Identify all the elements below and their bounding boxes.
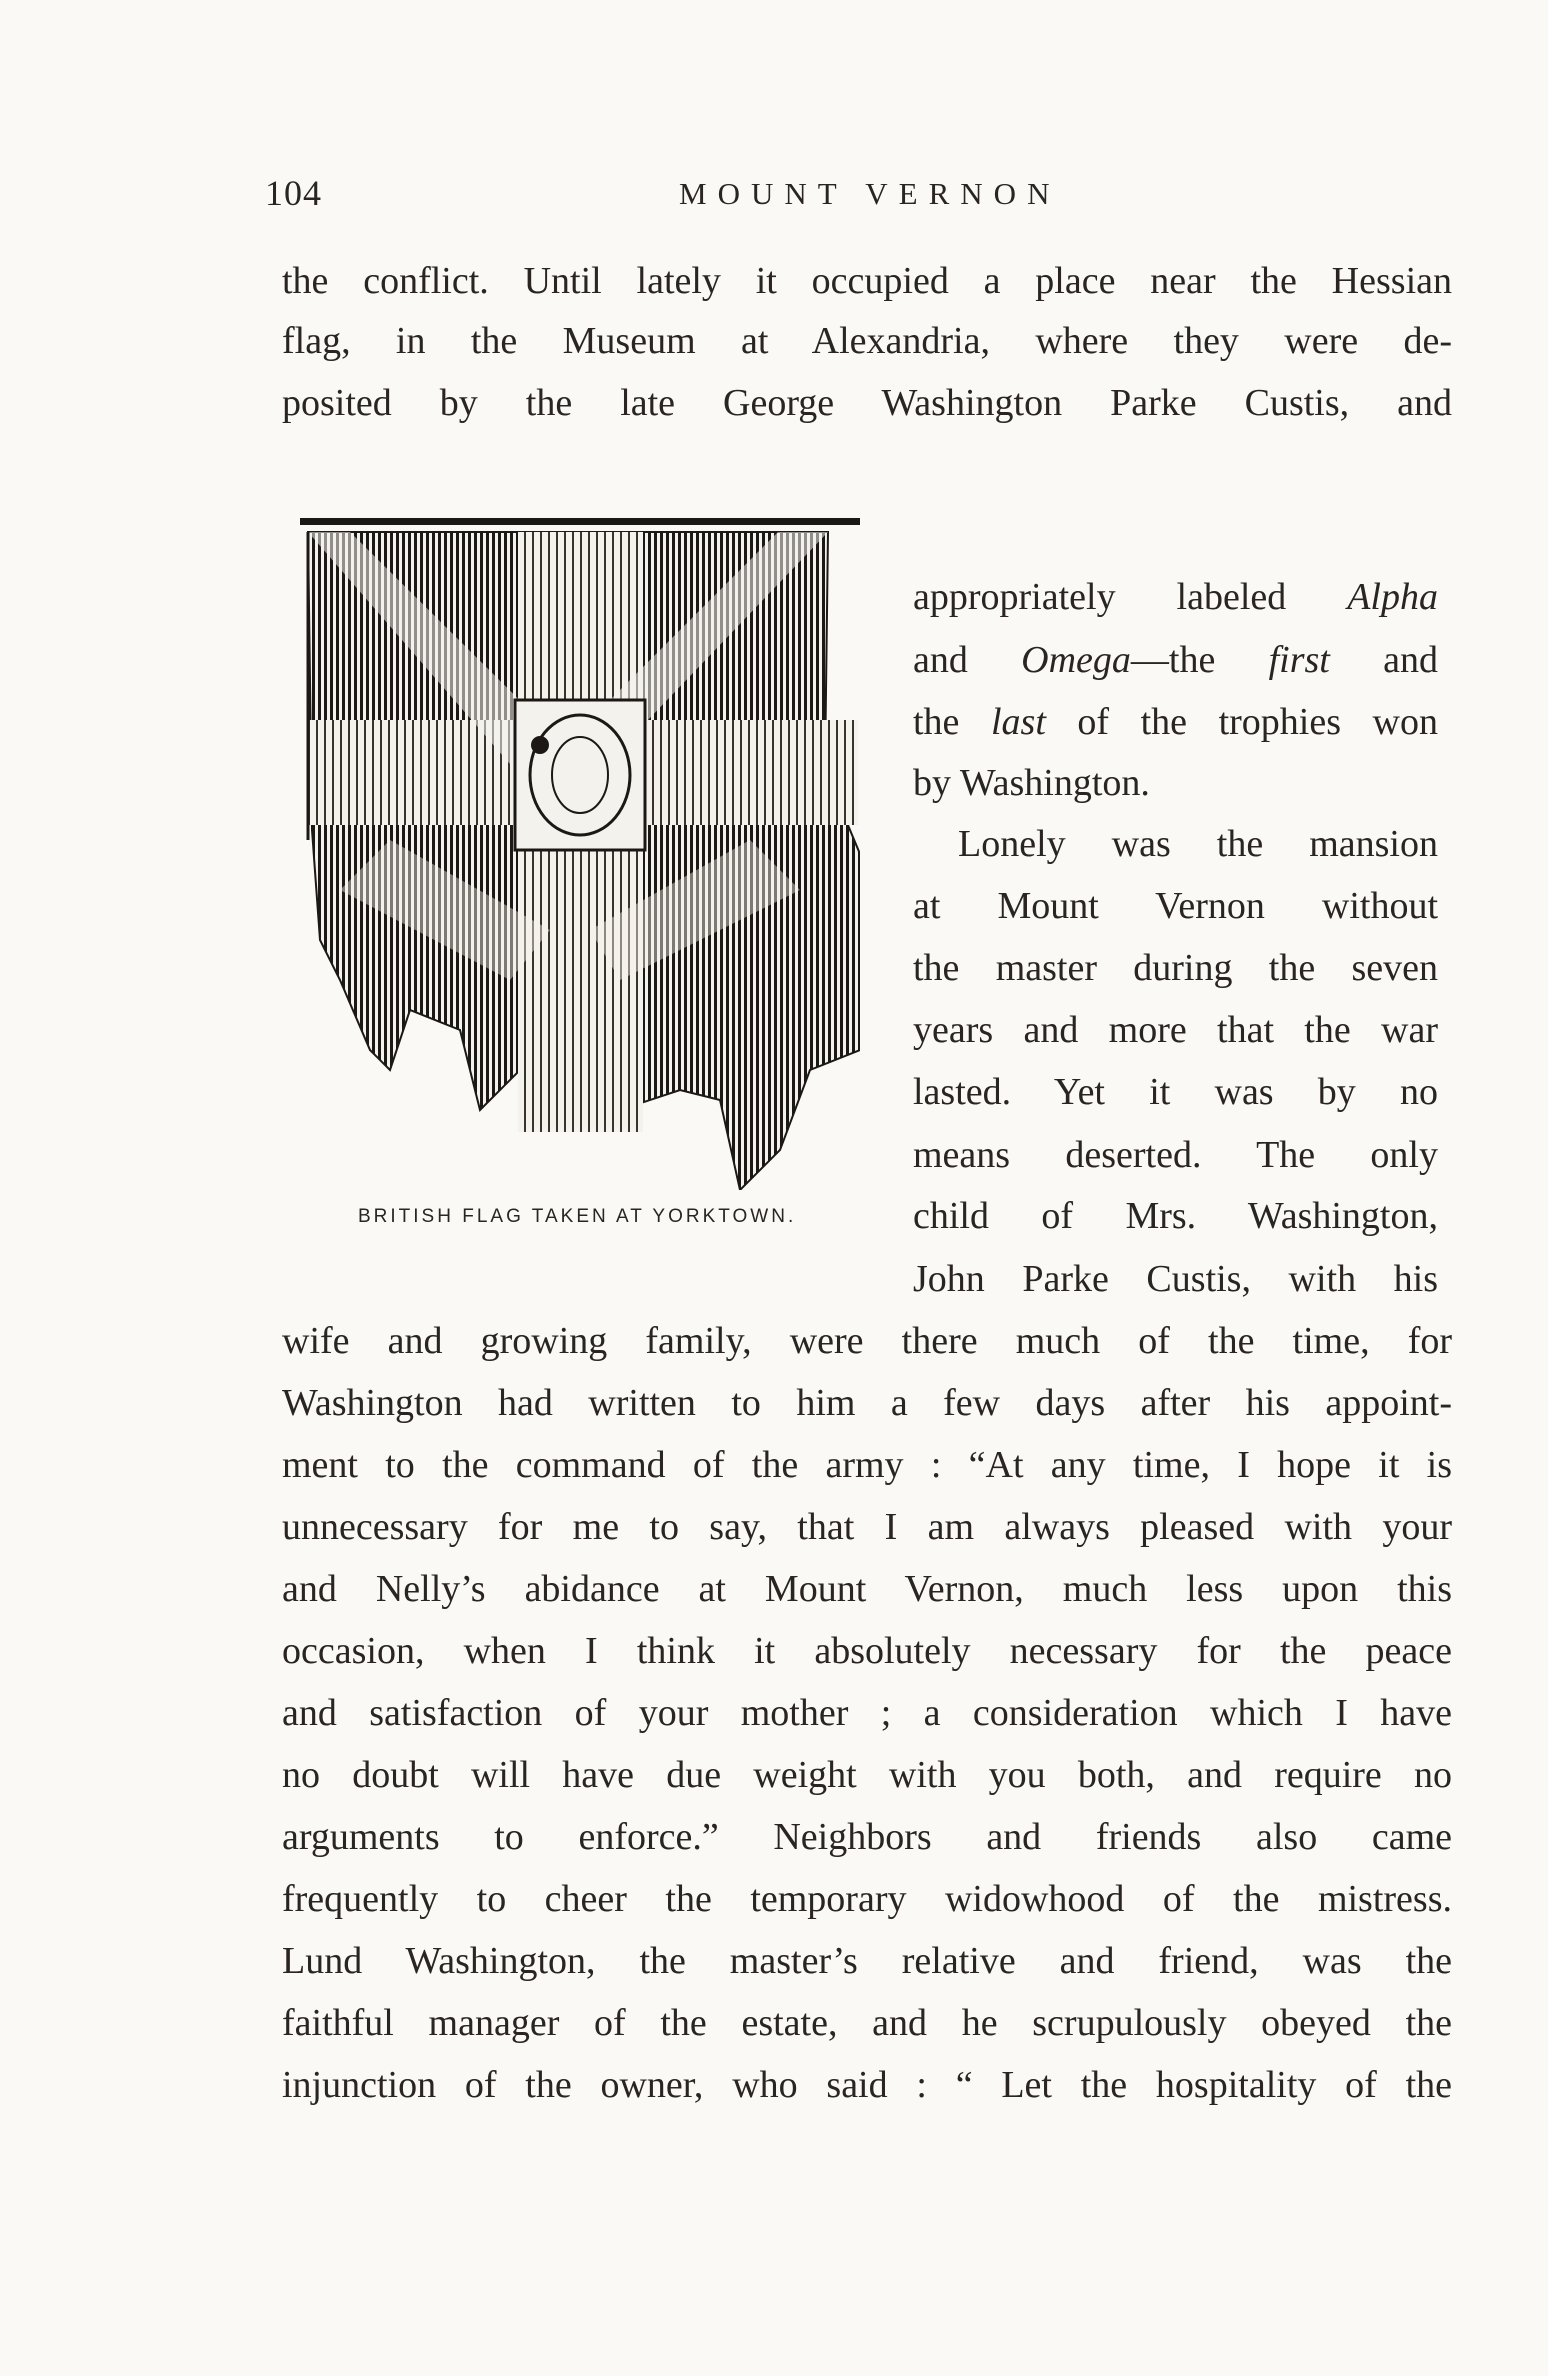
text-fragment: —the [1130, 639, 1269, 681]
text-line: the master during the seven [913, 947, 1438, 989]
text-line: no doubt will have due weight with you both, and require no [282, 1754, 1452, 1796]
text-line: ment to the command of the army : “At any time, I hope it is [282, 1444, 1452, 1486]
paragraph-start-line: Lonely was the mansion [958, 823, 1438, 865]
text-fragment: and [913, 639, 1022, 681]
text-fragment: and [1329, 639, 1438, 681]
text-fragment: appropriately labeled [913, 576, 1348, 618]
italic-word: Alpha [1347, 576, 1438, 618]
text-line: and Nelly’s abidance at Mount Vernon, much less upon this [282, 1568, 1452, 1610]
italic-word: last [990, 701, 1046, 743]
text-line: arguments to enforce.” Neighbors and friends also came [282, 1816, 1452, 1858]
text-line: wife and growing family, were there much of the time, for [282, 1320, 1452, 1362]
text-line: injunction of the owner, who said : “ Let the hospitality of the [282, 2064, 1452, 2106]
text-line: posited by the late George Washington Parke Custis, and [282, 382, 1452, 424]
text-line: Washington had written to him a few days after his appoint- [282, 1382, 1452, 1424]
text-line: occasion, when I think it absolutely necessary for the peace [282, 1630, 1452, 1672]
italic-word: Omega [1021, 639, 1131, 681]
italic-word: first [1268, 639, 1330, 681]
text-line: by Washington. [913, 762, 1150, 804]
text-line: means deserted. The only [913, 1134, 1438, 1176]
figure-caption: BRITISH FLAG TAKEN AT YORKTOWN. [358, 1206, 797, 1227]
text-line: John Parke Custis, with his [913, 1258, 1438, 1300]
text-line: Lund Washington, the master’s relative and friend, was the [282, 1940, 1452, 1982]
text-line: years and more that the war [913, 1009, 1438, 1051]
body-text-bottom [282, 0, 1452, 2376]
page-number: 104 [265, 173, 322, 213]
text-line: frequently to cheer the temporary widowhood of the mistress. [282, 1878, 1452, 1920]
text-fragment: of the trophies won [1045, 701, 1438, 743]
text-line: faithful manager of the estate, and he scrupulously obeyed the [282, 2002, 1452, 2044]
text-line: the conflict. Until lately it occupied a place near the Hessian [282, 260, 1452, 302]
text-line: child of Mrs. Washington, [913, 1195, 1438, 1237]
text-line: flag, in the Museum at Alexandria, where they were de- [282, 320, 1452, 362]
text-line: lasted. Yet it was by no [913, 1071, 1438, 1113]
text-line: unnecessary for me to say, that I am always pleased with your [282, 1506, 1452, 1548]
running-head: MOUNT VERNON [679, 176, 1061, 211]
text-line: at Mount Vernon without [913, 885, 1438, 927]
text-line: and satisfaction of your mother ; a consideration which I have [282, 1692, 1452, 1734]
text-fragment: the [913, 701, 991, 743]
